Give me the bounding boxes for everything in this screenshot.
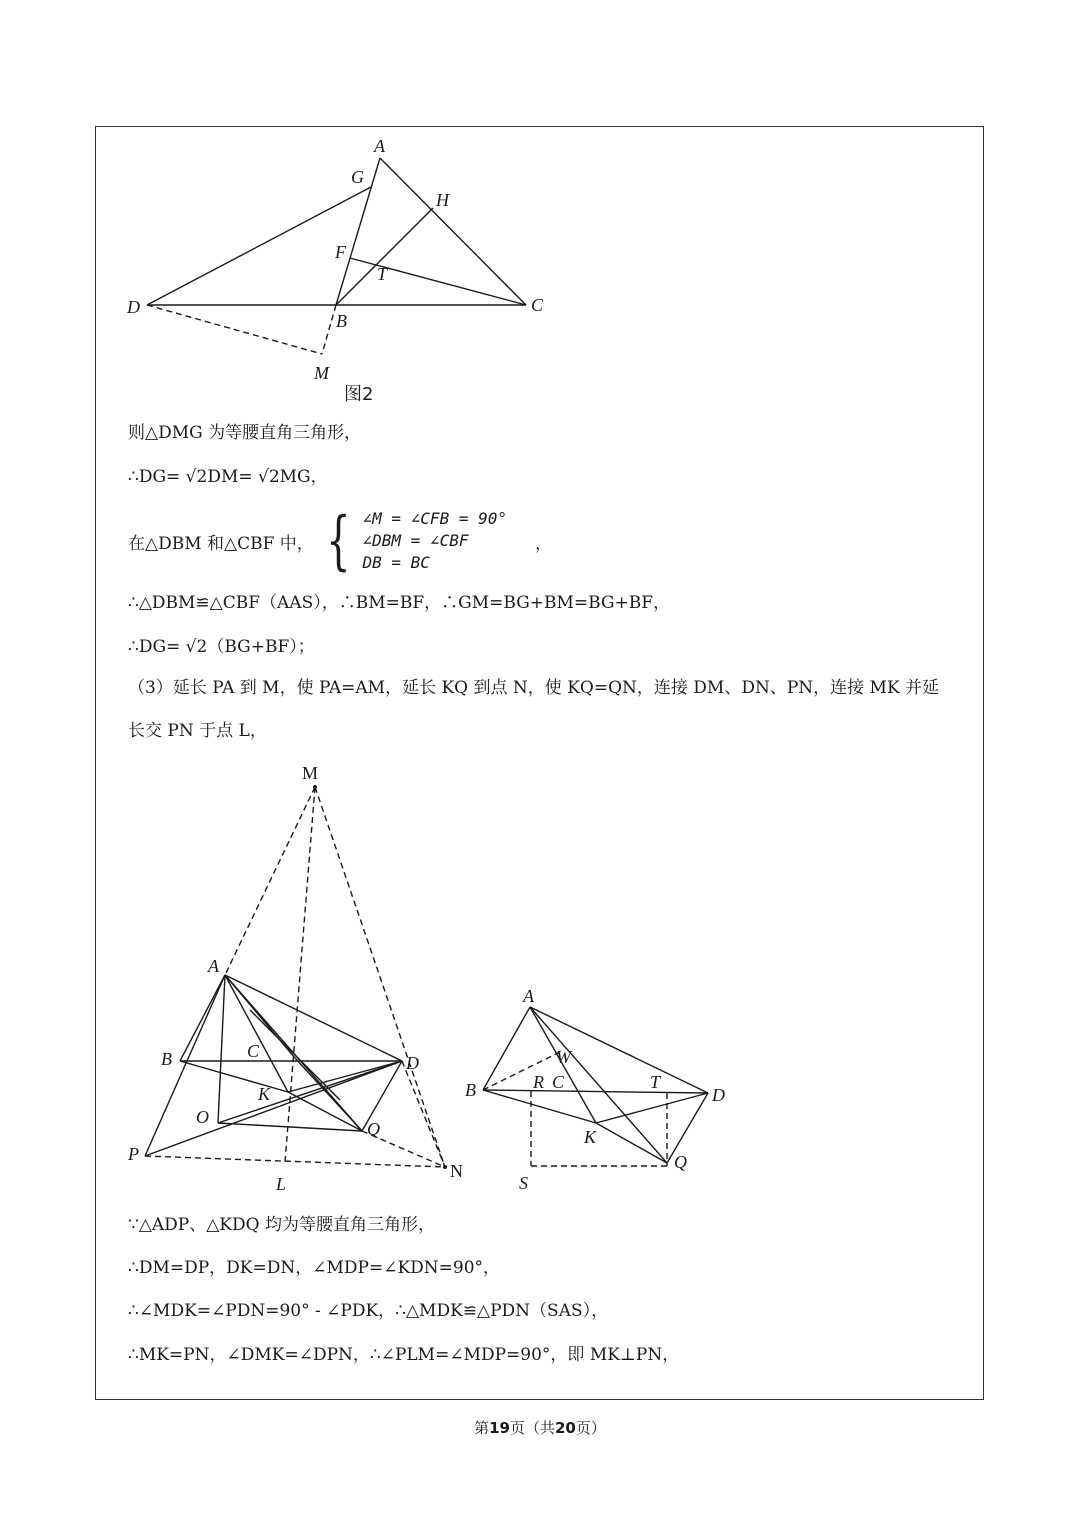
f3r-label-C: C [552, 1072, 565, 1092]
f3r-label-T: T [650, 1072, 661, 1092]
equation-1: ∠M = ∠CFB = 90° [362, 509, 507, 528]
f3l-label-P: P [128, 1144, 139, 1164]
f3r-label-B: B [465, 1080, 476, 1100]
label-H: H [436, 190, 449, 210]
footer-mid: 页（共 [509, 1419, 555, 1437]
f3l-label-C: C [247, 1041, 260, 1061]
text-line-11: ∴MK=PN，∠DMK=∠DPN，∴∠PLM=∠MDP=90°，即 MK⊥PN， [128, 1345, 680, 1365]
f3r-label-K: K [584, 1127, 597, 1147]
f3l-label-N: N [450, 1161, 463, 1181]
f3l-label-D: D [406, 1053, 419, 1073]
label-G: G [351, 167, 364, 187]
f3l-label-L: L [276, 1174, 287, 1194]
footer-post: 页） [575, 1419, 606, 1437]
f3l-label-K: K [258, 1084, 271, 1104]
text-line-9: ∴DM=DP，DK=DN，∠MDP=∠KDN=90°， [128, 1258, 501, 1278]
label-D: D [127, 297, 140, 317]
text-line-7: 长交 PN 于点 L， [128, 721, 267, 741]
f3r-label-W: W [556, 1047, 571, 1067]
text-line-10: ∴∠MDK=∠PDN=90° - ∠PDK，∴△MDK≌△PDN（SAS）， [128, 1301, 609, 1321]
left-brace: { [325, 504, 351, 578]
footer-total-pages: 20 [555, 1419, 576, 1437]
f3r-label-S: S [519, 1173, 528, 1193]
label-F: F [335, 242, 346, 262]
label-C: C [531, 295, 544, 315]
footer-pre: 第 [474, 1419, 490, 1437]
equation-2: ∠DBM = ∠CBF [362, 531, 469, 550]
footer-page-number: 19 [489, 1419, 510, 1437]
equation-3: DB = BC [362, 553, 430, 572]
page-footer [0, 1417, 1080, 1438]
label-T: T [377, 264, 388, 284]
system-prefix: 在△DBM 和△CBF 中， [128, 533, 314, 554]
system-suffix: ， [535, 533, 552, 554]
f3r-label-R: R [533, 1072, 544, 1092]
f3l-label-O: O [196, 1107, 209, 1127]
f3l-label-A: A [208, 956, 219, 976]
f3l-label-Q: Q [367, 1119, 380, 1139]
f3r-label-D: D [712, 1085, 725, 1105]
label-A: A [374, 136, 385, 156]
text-line-1: 则△DMG 为等腰直角三角形， [128, 423, 362, 443]
f3l-label-B: B [161, 1049, 172, 1069]
text-line-8: ∵△ADP、△KDQ 均为等腰直角三角形， [128, 1215, 435, 1235]
label-B: B [336, 311, 347, 331]
text-line-5: ∴DG= √2（BG+BF）； [128, 637, 315, 657]
f3r-label-Q: Q [674, 1152, 687, 1172]
text-line-4: ∴△DBM≌△CBF（AAS），∴BM=BF，∴GM=BG+BM=BG+BF， [128, 593, 671, 613]
f3l-label-M: M [302, 763, 319, 783]
label-M: M [314, 363, 329, 383]
figure-2-caption: 图2 [344, 384, 374, 405]
f3r-label-A: A [523, 986, 534, 1006]
text-line-2: ∴DG= √2DM= √2MG， [128, 467, 328, 487]
text-line-6: （3）延长 PA 到 M，使 PA=AM，延长 KQ 到点 N，使 KQ=QN，连接 DM、DN、PN，连接 MK 并延 [128, 678, 940, 698]
